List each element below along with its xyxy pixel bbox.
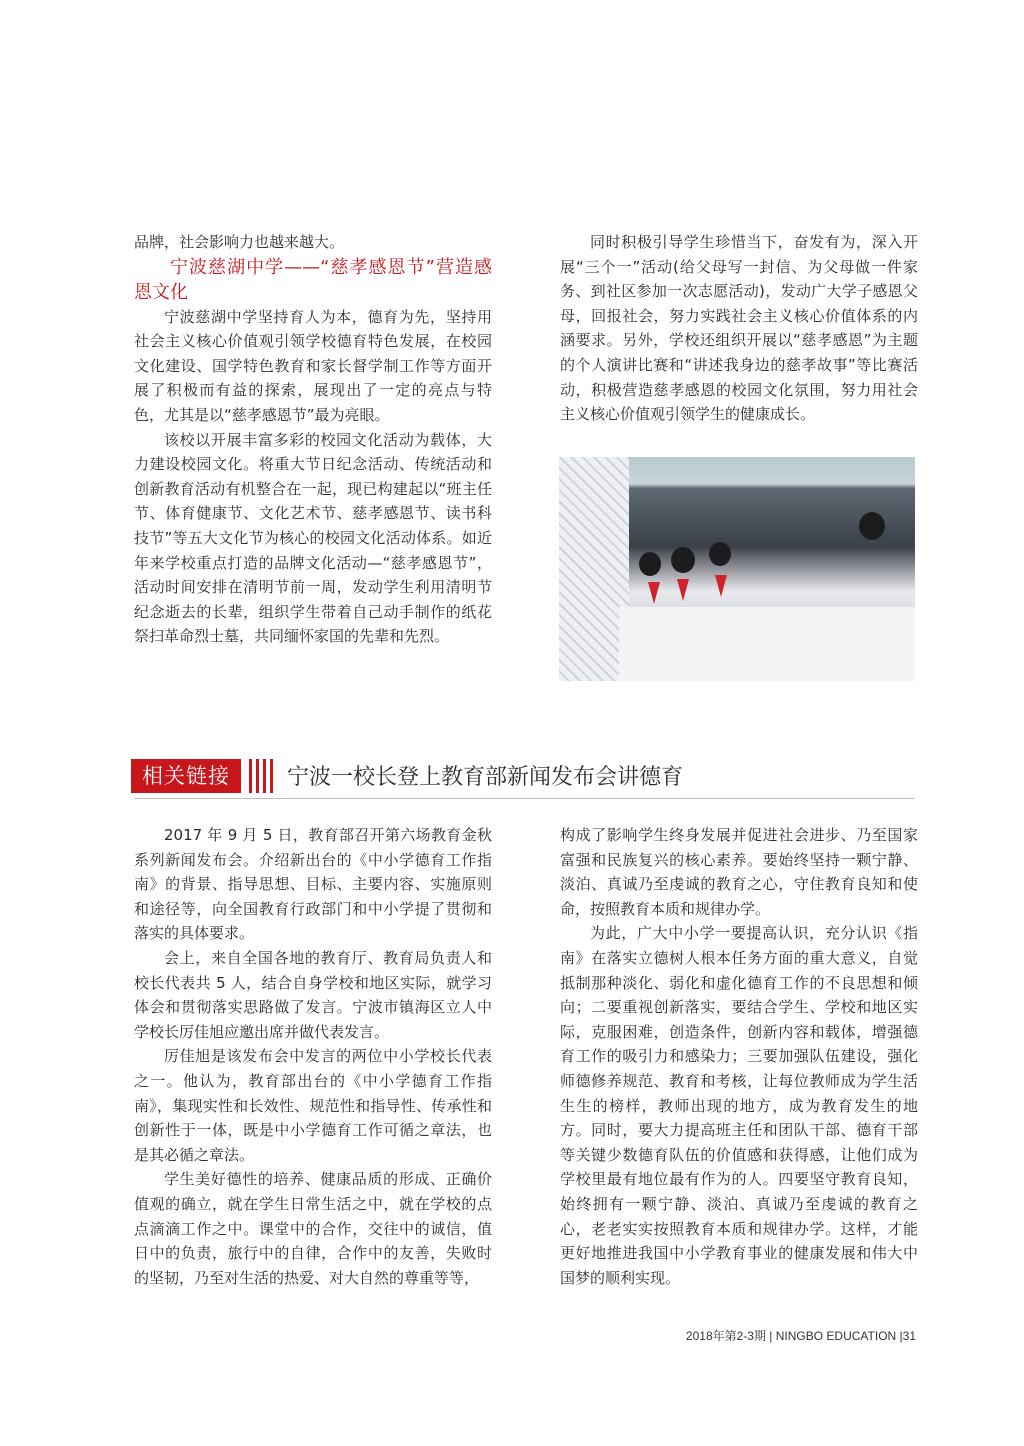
paragraph: 厉佳旭是该发布会中发言的两位中小学校长代表之一。他认为，教育部出台的《中小学德育工作指南》，集现实性和长效性、规范性和指导性、传承性和创新性于一体，既是中小学德育工作可循之章法，也是其必循之章法。 <box>134 1047 492 1164</box>
red-scarf <box>677 579 689 601</box>
article-column-top-right <box>560 230 918 427</box>
paragraph: 构成了影响学生终身发展并促进社会进步、乃至国家富强和民族复兴的核心素养。要始终坚持一颗宁静、淡泊、真诚乃至虔诚的教育之心，守住教育良知和使命，按照教育本质和规律办学。 <box>560 826 918 918</box>
article-column-bottom-left <box>134 823 492 1290</box>
article-column-top-left <box>134 230 492 649</box>
paragraph: 为此，广大中小学一要提高认识，充分认识《指南》在落实立德树人根本任务方面的重大意义，自觉抵制那种淡化、弱化和虚化德育工作的不良思想和倾向；二要重视创新落实，要结合学生、学校和地区实际，克服困难，创造条件，创新内容和载体，增强德育工作的吸引力和感染力；三要加强队伍建设，强化师德修养规范、教育和考核，让每位教师成为学生活生生的榜样，教师出现的地方，成为教育发生的地方。同时，要大力提高班主任和团队干部、德育干部等关键少数德育队伍的价值感和获得感，让他们成为学校里最有地位最有作为的人。四要坚守教育良知，始终拥有一颗宁静、淡泊、真诚乃至虔诚的教育之心，老老实实按照教育本质和规律办学。这样，才能更好地推进我国中小学教育事业的健康发展和伟大中国梦的顺利实现。 <box>560 924 918 1287</box>
student-head <box>859 512 885 540</box>
students-event-photo <box>559 457 915 681</box>
section-divider <box>134 798 915 799</box>
student-head <box>671 547 695 573</box>
banner-divider-bars <box>249 759 273 793</box>
student-head <box>639 552 661 576</box>
red-scarf <box>715 575 727 597</box>
paragraph: 该校以开展丰富多彩的校园文化活动为载体，大力建设校园文化。将重大节日纪念活动、传统活动和创新教育活动有机整合在一起，现已构建起以“班主任节、体育健康节、文化艺术节、慈孝感恩节、读书科技节”等五大文化节为核心的校园文化活动体系。如近年来学校重点打造的品牌文化活动—“慈孝感恩节”，活动时间安排在清明节前一周，发动学生利用清明节纪念逝去的长辈，组织学生带着自己动手制作的纸花祭扫革命烈士墓，共同缅怀家国的先辈和先烈。 <box>134 430 492 646</box>
signing-table <box>619 607 915 681</box>
page-footer: 2018年第2-3期 | NINGBO EDUCATION |31 <box>685 1329 916 1343</box>
red-scarf <box>648 582 660 604</box>
paragraph: 同时积极引导学生珍惜当下，奋发有为，深入开展“三个一”活动(给父母写一封信、为父母做一件家务、到社区参加一次志愿活动)，发动广大学子感恩父母，回报社会，努力实践社会主义核心价值体系的内涵要求。另外，学校还组织开展以“慈孝感恩”为主题的个人演讲比赛和“讲述我身边的慈孝故事”等比赛活动，积极营造慈孝感恩的校园文化氛围，努力用社会主义核心价值观引领学生的健康成长。 <box>560 233 918 424</box>
student-head <box>709 542 731 566</box>
paragraph: 宁波慈湖中学坚持育人为本，德育为先，坚持用社会主义核心价值观引领学校德育特色发展，在校园文化建设、国学特色教育和家长督学制工作等方面开展了积极而有益的探索，展现出了一定的亮点与特色，尤其是以“慈孝感恩节”最为亮眼。 <box>134 307 492 424</box>
paragraph: 2017 年 9 月 5 日，教育部召开第六场教育金秋系列新闻发布会。介绍新出台的《中小学德育工作指南》的背景、指导思想、目标、主要内容、实施原则和途径等，向全国教育行政部门和中小学提了贯彻和落实的具体要求。 <box>134 826 492 943</box>
section-subheading: 宁波慈湖中学——“慈孝感恩节”营造感恩文化 <box>134 256 492 303</box>
related-links-label: 相关链接 <box>131 759 241 793</box>
paragraph: 学生美好德性的培养、健康品质的形成、正确价值观的确立，就在学生日常生活之中，就在学校的点点滴滴工作之中。课堂中的合作，交往中的诚信，值日中的负责，旅行中的自律，合作中的友善，失败时的坚韧，乃至对生活的热爱、对大自然的尊重等等， <box>134 1170 492 1287</box>
paragraph: 会上，来自全国各地的教育厅、教育局负责人和校长代表共 5 人，结合自身学校和地区实际，就学习体会和贯彻落实思路做了发言。宁波市镇海区立人中学校长厉佳旭应邀出席并做代表发言。 <box>134 948 492 1041</box>
related-article-title: 宁波一校长登上教育部新闻发布会讲德育 <box>287 765 684 790</box>
paragraph: 品牌，社会影响力也越来越大。 <box>134 233 345 251</box>
article-column-bottom-right <box>560 823 918 1290</box>
